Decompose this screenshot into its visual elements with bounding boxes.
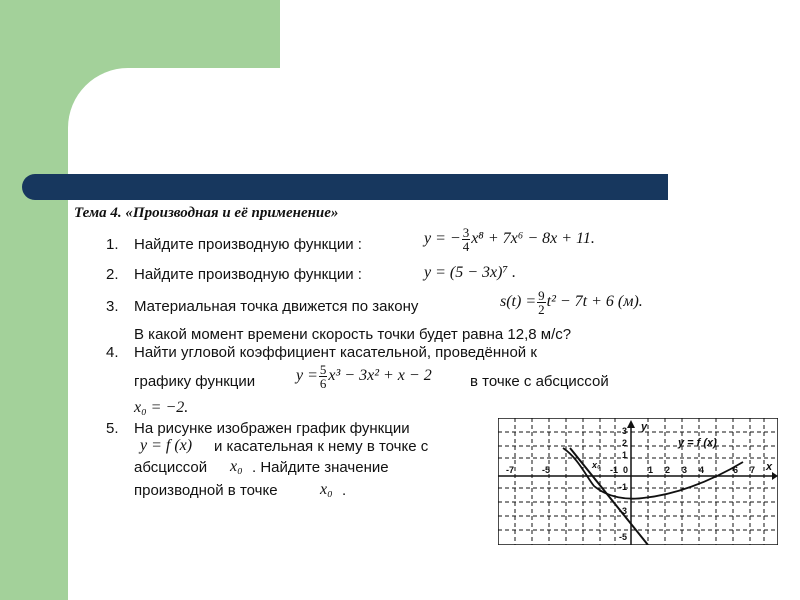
x-label-neg7: -7	[506, 465, 515, 475]
y-label-neg1: -1	[619, 482, 628, 492]
task-3-formula: s(t) = $\frac{9}{2}$ t² − 7t + 6 (м).	[500, 288, 643, 317]
green-background-left	[0, 0, 68, 600]
task-3-number: 3.	[106, 298, 119, 315]
task-4-formula: y = $\frac{5}{6}$ x³ − 3x² + x − 2	[296, 362, 432, 391]
task-2-text: Найдите производную функции :	[134, 266, 362, 283]
task-3-question: В какой момент времени скорость точки будет равна 12,8 м/с?	[134, 326, 572, 343]
y-label-neg3: -3	[619, 506, 628, 516]
y-label-3: 3	[622, 426, 628, 436]
task-5-number: 5.	[106, 420, 119, 437]
task-4-x0: x₀ = −2.	[134, 399, 189, 416]
x-axis-label: x	[766, 461, 773, 473]
x-label-7: 7	[750, 465, 756, 475]
task-4-line2-post: в точке с абсциссой	[470, 373, 609, 390]
title-bar	[22, 174, 668, 200]
task-5-x0-label: x₀	[230, 458, 243, 475]
y-label-1: 1	[622, 450, 628, 460]
x-label-4: 4	[699, 465, 705, 475]
function-name-label: y = f (x)	[678, 437, 717, 449]
task-5-line3-pre: абсциссой	[134, 459, 208, 476]
task-5-text: На рисунке изображен график функции	[134, 420, 410, 437]
x-label-neg5: -5	[542, 465, 551, 475]
y-axis-label: y	[641, 421, 648, 433]
graph-frame	[498, 418, 778, 545]
task-2-number: 2.	[106, 266, 119, 283]
task-2-formula: y = (5 − 3x)⁷ .	[424, 264, 517, 281]
task-4-text: Найти угловой коэффициент касательной, проведённой к	[134, 344, 537, 361]
slide-title: Тема 4. «Производная и её применение»	[74, 205, 339, 221]
x-label-2: 2	[665, 465, 671, 475]
task-5-line4-post: .	[342, 482, 347, 499]
task-5-line4-pre: производной в точке	[134, 482, 278, 499]
task-5-line2: и касательная к нему в точке с	[214, 438, 429, 455]
y-label-neg5: -5	[619, 532, 628, 542]
x-label-x0: x₀	[592, 460, 601, 470]
task-5-x0-label-2: x₀	[320, 481, 333, 498]
task-1-formula: y = − $\frac{3}{4}$ x⁸ + 7x⁶ − 8x + 11.	[424, 225, 595, 254]
x-label-0: 0	[623, 465, 629, 475]
x-label-1: 1	[648, 465, 654, 475]
task-1-text: Найдите производную функции :	[134, 236, 362, 253]
y-label-2: 2	[622, 438, 628, 448]
x-label-neg1: -1	[610, 465, 619, 475]
x-label-6: 6	[733, 465, 739, 475]
task-5-line3-post: . Найдите значение	[252, 459, 389, 476]
task-3-text: Материальная точка движется по закону	[134, 298, 419, 315]
task-4-number: 4.	[106, 344, 119, 361]
function-graph	[498, 418, 778, 545]
task-1-number: 1.	[106, 236, 119, 253]
task-5-function-label: y = f (x)	[140, 437, 193, 454]
task-4-line2-pre: графику функции	[134, 373, 256, 390]
x-label-3: 3	[682, 465, 688, 475]
